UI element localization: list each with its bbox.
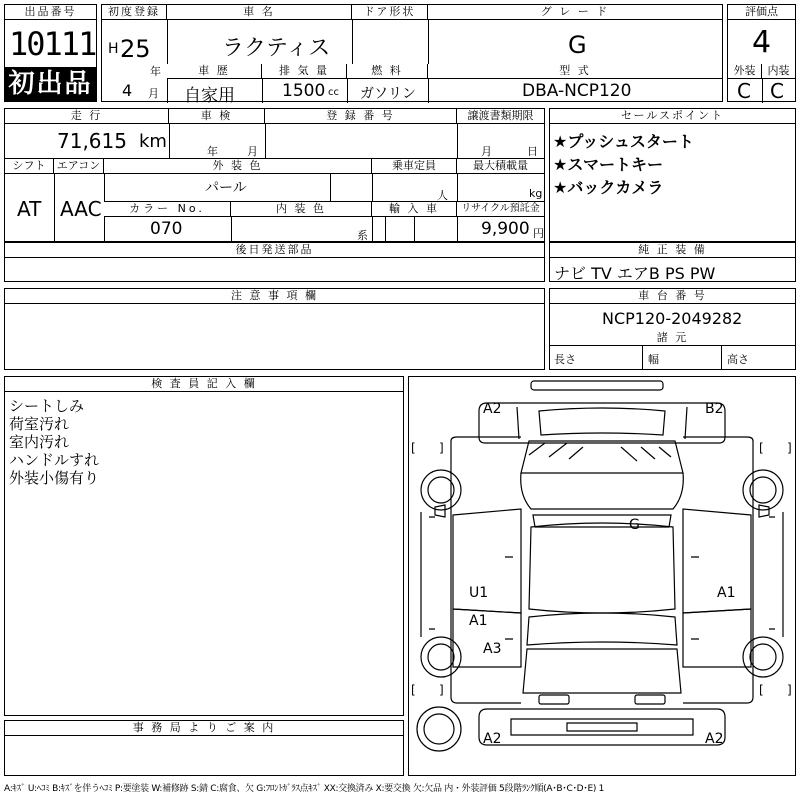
inspector-label: 検 査 員 記 入 欄	[5, 377, 403, 392]
notes-label: 注 意 事 項 欄	[5, 289, 544, 304]
exterior-grade-value: C	[737, 79, 751, 103]
interior-grade-value: C	[770, 79, 784, 103]
car-name-value: ラクティス	[222, 36, 331, 61]
bracket-bottom-right-open: [	[759, 683, 764, 697]
mark-rear-left: A2	[483, 731, 502, 747]
model-value: DBA-NCP120	[522, 81, 632, 101]
displacement-unit: cc	[328, 87, 339, 98]
later-parts-box	[4, 242, 545, 282]
mark-front-left: A2	[483, 401, 502, 417]
mark-roof: G	[629, 517, 640, 533]
door-label: ドア形状	[352, 5, 428, 20]
color-no-label: カラー No.	[104, 202, 231, 217]
first-reg-label: 初度登録	[102, 5, 167, 20]
inspector-line-2: 荷室汚れ	[9, 415, 70, 433]
aircon-label: エアコン	[54, 159, 104, 174]
dims-label: 諸 元	[550, 331, 795, 346]
bracket-bottom-right-close: ]	[787, 683, 792, 697]
car-name-label: 車 名	[167, 5, 352, 20]
model-label: 型 式	[428, 64, 722, 79]
sales-point-2: ★スマートキー	[553, 155, 664, 174]
sales-point-3: ★バックカメラ	[553, 178, 664, 197]
inspection-label: 車 検	[169, 109, 265, 124]
inspector-line-4: ハンドルすれ	[9, 451, 100, 469]
car-outline-diagram	[409, 377, 795, 775]
vehicle-detail-table	[4, 108, 545, 242]
interior-color-unit: 系	[357, 229, 368, 242]
exterior-color-label: 外 装 色	[104, 159, 372, 174]
score-label: 評価点	[728, 5, 795, 20]
score-box	[727, 4, 796, 102]
mileage-unit: km	[139, 131, 167, 152]
lot-label: 出品番号	[5, 5, 96, 20]
mark-left-door-u: U1	[469, 585, 489, 601]
exterior-grade-label: 外装	[728, 64, 762, 79]
capacity-label: 乗車定員	[372, 159, 457, 174]
sales-point-1: ★プッシュスタート	[553, 132, 694, 151]
notes-box	[4, 288, 545, 370]
fuel-value: ガソリン	[360, 86, 416, 102]
bracket-top-left-open: [	[411, 441, 416, 455]
lot-number: 10111	[9, 25, 96, 63]
bracket-bottom-left-close: ]	[439, 683, 444, 697]
transfer-docs-label: 譲渡書類期限	[457, 109, 544, 124]
vehicle-summary-table	[101, 4, 723, 106]
legend-footer: A:ｷｽﾞ U:ﾍｺﾐ B:ｷｽﾞを伴うﾍｺﾐ P:要塗装 W:補修跡 S:錆 C:腐食、欠 G:ﾌﾛﾝﾄｶﾞﾗｽ点ｷｽﾞ XX:交換済み X:要交換 欠:欠品 内・外装評価 5段階ﾗﾝｸ順(A･B･C･D･E) 1	[4, 784, 605, 794]
first-reg-era: H	[108, 41, 119, 57]
capacity-unit: 人	[437, 189, 448, 202]
color-no-value: 070	[150, 219, 183, 239]
first-listing-badge-text: 初出品	[8, 69, 93, 99]
interior-color-label: 内 装 色	[231, 202, 372, 217]
fuel-label: 燃 料	[347, 64, 428, 79]
dims-width-label: 幅	[648, 353, 659, 366]
max-load-unit: kg	[529, 187, 543, 200]
equipment-label: 純 正 装 備	[550, 243, 795, 258]
inspector-line-1: シートしみ	[9, 397, 85, 415]
dims-height-label: 高さ	[727, 353, 749, 366]
shift-label: シフト	[5, 159, 54, 174]
dims-length-label: 長さ	[554, 353, 576, 366]
transfer-month-unit: 月	[481, 145, 492, 158]
condition-diagram	[408, 376, 796, 776]
recycle-unit: 円	[533, 227, 544, 240]
bracket-top-right-close: ]	[787, 441, 792, 455]
aircon-value: AAC	[60, 197, 102, 221]
first-listing-badge	[5, 67, 96, 101]
grade-value: G	[568, 31, 587, 59]
grade-label: グ レ ー ド	[428, 5, 722, 20]
mark-right-door: A1	[717, 585, 736, 601]
interior-grade-label: 内装	[762, 64, 795, 79]
displacement-label: 排 気 量	[262, 64, 347, 79]
inspector-line-3: 室内汚れ	[9, 433, 70, 451]
bracket-top-right-open: [	[759, 441, 764, 455]
score-value: 4	[752, 25, 772, 60]
exterior-color-value: パール	[205, 180, 247, 196]
import-label: 輸 入 車	[372, 202, 457, 217]
mark-left-door-a: A1	[469, 613, 488, 629]
first-reg-month-unit: 月	[148, 87, 159, 100]
chassis-label: 車 台 番 号	[550, 289, 795, 304]
equipment-value: ナビ TV エアB PS PW	[554, 264, 716, 283]
displacement-value: 1500	[282, 81, 326, 101]
max-load-label: 最大積載量	[457, 159, 544, 174]
inspection-year-unit: 年	[207, 145, 218, 158]
mark-left-rear: A3	[483, 641, 502, 657]
mark-rear-right: A2	[705, 731, 724, 747]
first-reg-year-unit: 年	[150, 65, 161, 78]
equipment-box	[549, 242, 796, 282]
shift-value: AT	[17, 197, 42, 221]
recycle-label: リサイクル預託金	[457, 202, 544, 217]
inspector-line-5: 外装小傷有り	[9, 469, 100, 487]
mileage-label: 走 行	[5, 109, 169, 124]
history-label: 車 歴	[167, 64, 262, 79]
history-value: 自家用	[184, 86, 235, 106]
inspection-month-unit: 月	[247, 145, 258, 158]
mileage-value: 71,615	[57, 129, 127, 153]
sales-points-box	[549, 108, 796, 242]
sales-points-label: セールスポイント	[550, 109, 795, 124]
bracket-bottom-left-open: [	[411, 683, 416, 697]
first-reg-month: 4	[122, 81, 133, 100]
office-label: 事 務 局 よ り ご 案 内	[5, 721, 403, 736]
later-parts-label: 後日発送部品	[5, 243, 544, 258]
chassis-box	[549, 288, 796, 370]
chassis-value: NCP120-2049282	[602, 309, 743, 328]
recycle-value: 9,900	[481, 219, 530, 239]
transfer-day-unit: 日	[527, 145, 538, 158]
reg-number-label: 登 録 番 号	[265, 109, 457, 124]
lot-box	[4, 4, 97, 102]
mark-front-right: B2	[705, 401, 724, 417]
office-box	[4, 720, 404, 776]
bracket-top-left-close: ]	[439, 441, 444, 455]
inspector-box	[4, 376, 404, 716]
first-reg-year: 25	[120, 35, 151, 63]
